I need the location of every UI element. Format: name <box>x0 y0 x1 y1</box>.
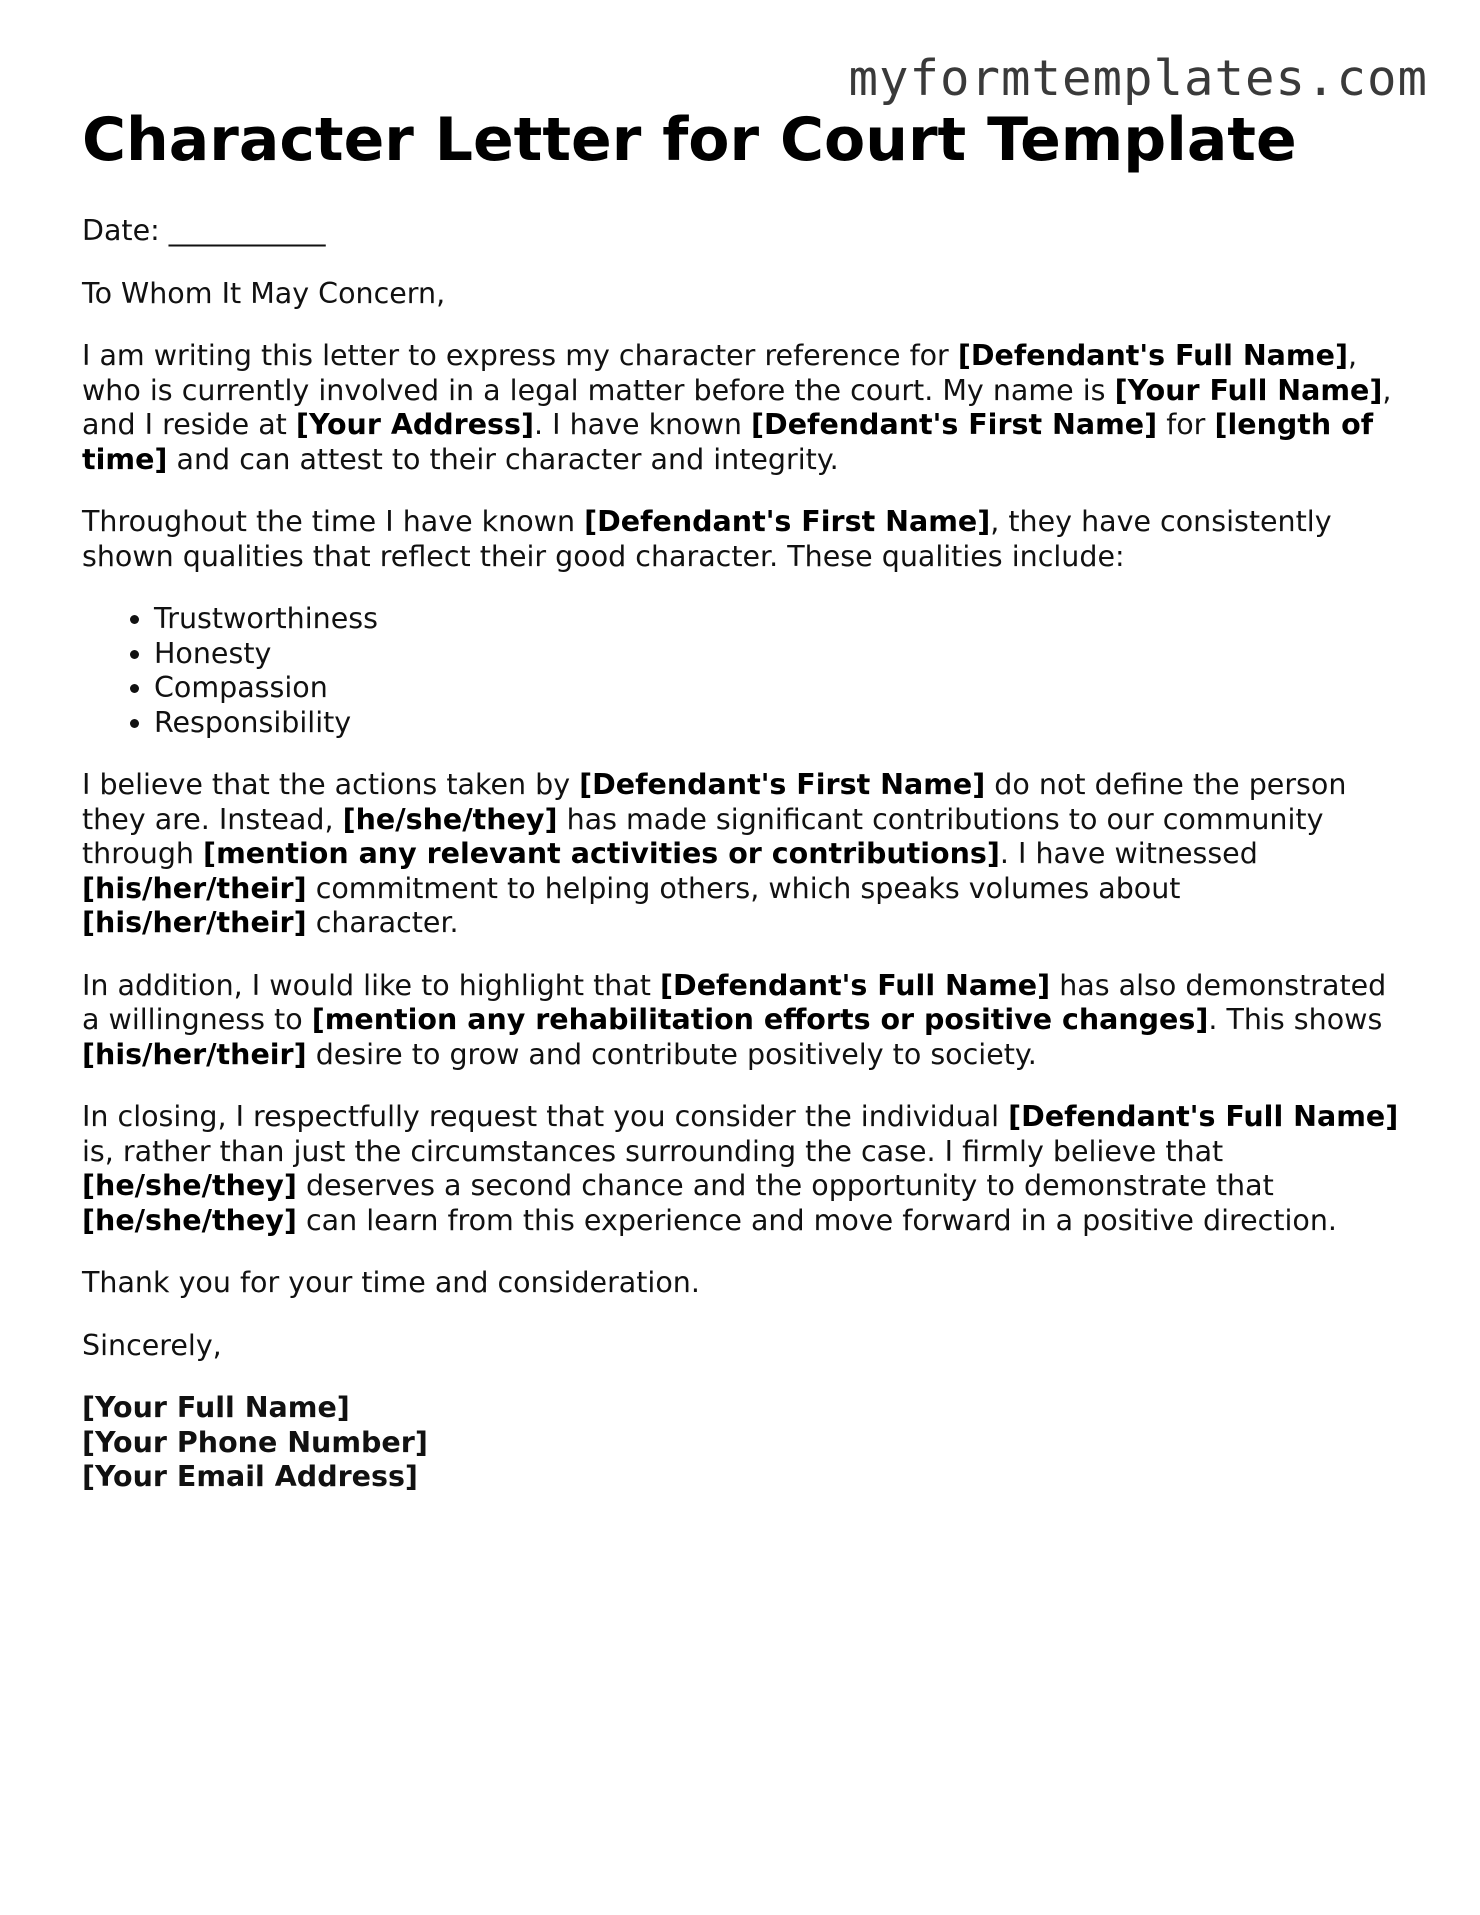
list-item: • Trustworthiness <box>154 602 1412 637</box>
placeholder-field: [his/her/their] <box>82 906 307 939</box>
signature-block <box>82 1391 1412 1495</box>
signature-name: [Your Full Name] <box>82 1391 350 1424</box>
salutation: To Whom It May Concern, <box>82 276 446 310</box>
site-watermark: myformtemplates.com <box>848 50 1428 107</box>
list-item: • Responsibility <box>154 706 1412 741</box>
placeholder-field: [he/she/they] <box>82 1203 297 1237</box>
placeholder-field: [length of time] <box>82 408 1374 476</box>
list-item: • Compassion <box>154 671 1412 706</box>
letter-document <box>82 104 1412 1495</box>
placeholder-field: [he/she/they] <box>82 1169 297 1202</box>
placeholder-field: [his/her/their] <box>82 1037 307 1071</box>
date-line: Date: ___________ <box>82 214 326 247</box>
placeholder-field: [Defendant's Full Name] <box>957 339 1348 372</box>
paragraph-introduction: I am writing this letter to express my character reference for [Defendant's Full Name], who is currently involved in a legal matter before the court. My name is [Your Full Name], and I reside at [Your Address]. I have known [Defendant's First Name] for [length of time] and can attest to their character and integrity. <box>82 339 1392 476</box>
placeholder-field: [Defendant's Full Name] <box>1008 1100 1399 1133</box>
placeholder-field: [Defendant's First Name] <box>751 408 1158 441</box>
placeholder-field: [Defendant's First Name] <box>584 505 991 538</box>
placeholder-field: [Your Address] <box>295 408 535 441</box>
paragraph-contributions: I believe that the actions taken by [Defendant's First Name] do not define the person they are. Instead, [he/she/they] has made significant contributions to our community through [mention any relevant activities or contributions]. I have witnessed [his/her/their] commitment to helping others, which speaks volumes about [his/her/their] character. <box>82 768 1347 939</box>
placeholder-field: [Defendant's First Name] <box>579 768 986 801</box>
placeholder-field: [his/her/their] <box>82 871 307 905</box>
signature-phone: [Your Phone Number] <box>82 1425 428 1459</box>
placeholder-field: [mention any relevant activities or contributions] <box>203 837 1000 870</box>
list-item: • Honesty <box>154 637 1412 672</box>
placeholder-field: [Your Full Name] <box>1114 373 1383 407</box>
placeholder-field: [he/she/they] <box>342 802 558 836</box>
paragraph-rehabilitation: In addition, I would like to highlight that [Defendant's Full Name] has also demonstrated a willingness to [mention any rehabilitation efforts or positive changes]. This shows [his/her/their] desire to grow and contribute positively to society. <box>82 968 1387 1071</box>
placeholder-field: [Defendant's Full Name] <box>660 968 1051 1002</box>
qualities-list <box>82 602 1412 740</box>
paragraph-closing-request: In closing, I respectfully request that you consider the individual [Defendant's Full Name] is, rather than just the circumstances surrounding the case. I firmly believe that [he/she/they] deserves a second chance and the opportunity to demonstrate that [he/she/they] can learn from this experience and move forward in a positive direction. <box>82 1100 1399 1237</box>
thank-you-line: Thank you for your time and consideration. <box>82 1266 700 1299</box>
page-title: Character Letter for Court Template <box>82 105 1297 175</box>
placeholder-field: [mention any rehabilitation efforts or positive changes] <box>311 1003 1209 1036</box>
closing-line: Sincerely, <box>82 1328 222 1362</box>
signature-email: [Your Email Address] <box>82 1460 418 1493</box>
paragraph-qualities-intro: Throughout the time I have known [Defendant's First Name], they have consistently shown qualities that reflect their good character. These qualities include: <box>82 505 1332 573</box>
